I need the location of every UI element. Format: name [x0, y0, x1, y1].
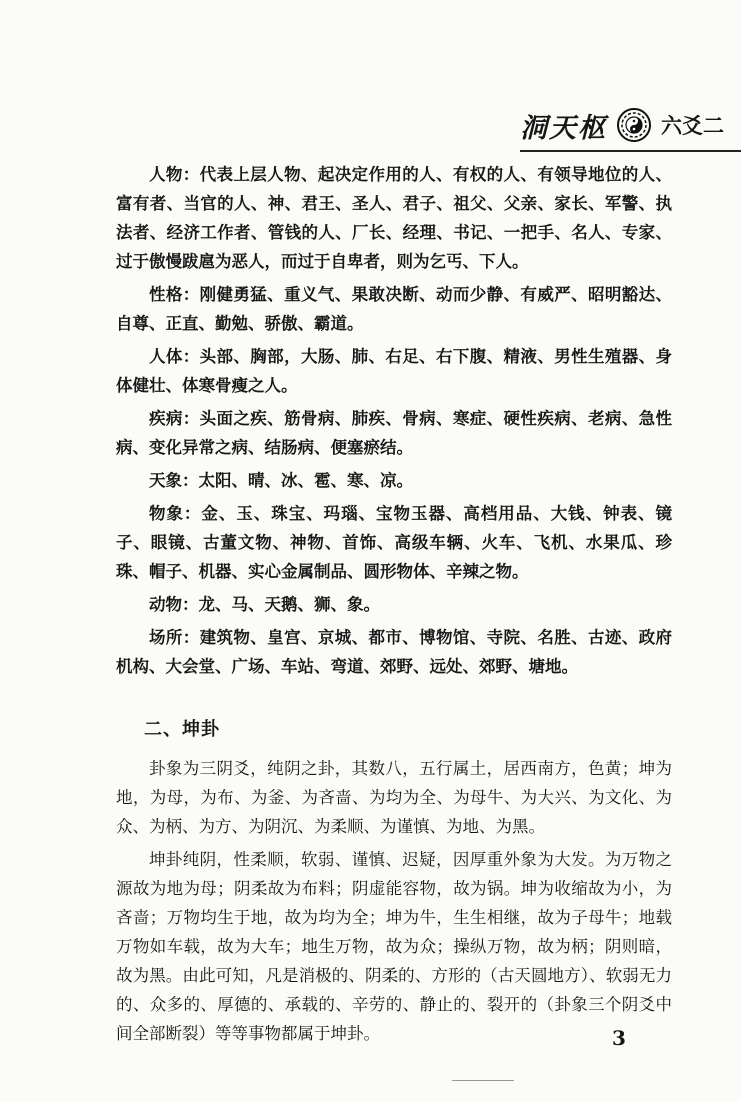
paragraph-disease: 疾病：头面之疾、筋骨病、肺疾、骨病、寒症、硬性疾病、老病、急性病、变化异常之病、结肠病、便塞瘀结。	[116, 409, 672, 457]
paragraph-places: 场所：建筑物、皇宫、京城、都市、博物馆、寺院、名胜、古迹、政府机构、大会堂、广场、车站、弯道、郊野、远处、郊野、塘地。	[116, 628, 672, 676]
kun-trigram-section	[116, 715, 672, 1048]
paragraph-animals: 动物：龙、马、天鹅、狮、象。	[149, 595, 380, 614]
paragraph-character: 性格：刚健勇猛、重义气、果敢决断、动而少静、有威严、昭明豁达、自尊、正直、勤勉、骄傲、霸道。	[116, 285, 672, 333]
paragraph-kun-explanation: 坤卦纯阴，性柔顺，软弱、谨慎、迟疑，因厚重外象为大发。为万物之源故为地为母；阴柔故为布料；阴虚能容物，故为锅。坤为收缩故为小，为吝啬；万物均生于地，故为均为全；坤为牛，生生相继，故为子母牛；地载万物如车载，故为大车；地生万物，故为众；操纵万物，故为柄；阴则暗，故为黑。由此可知，凡是消极的、阴柔的、方形的（古天圆地方）、软弱无力的、众多的、厚德的、承载的、辛劳的、静止的、裂开的（卦象三个阴爻中间全部断裂）等等事物都属于坤卦。	[116, 850, 672, 1043]
paragraph-body: 人体：头部、胸部，大肠、肺、右足、右下腹、精液、男性生殖器、身体健壮、体寒骨瘦之人。	[116, 347, 672, 395]
scan-mark	[452, 1080, 514, 1081]
qian-trigram-section	[116, 160, 672, 681]
header-divider	[520, 150, 741, 152]
paragraph-kun-image: 卦象为三阴爻，纯阴之卦，其数八，五行属土，居西南方，色黄；坤为地，为母，为布、为釜、为吝啬、为均为全、为母牛、为大兴、为文化、为众、为柄、为方、为阴沉、为柔顺、为谨慎、为地、为黑。	[116, 759, 672, 836]
paragraph-weather: 天象：太阳、晴、冰、雹、寒、凉。	[149, 471, 413, 490]
book-title: 洞天枢	[520, 112, 607, 144]
page-body	[116, 160, 672, 1052]
bagua-yin-yang-icon	[617, 108, 651, 142]
paragraph-objects: 物象：金、玉、珠宝、玛瑙、宝物玉器、高档用品、大钱、钟表、镜子、眼镜、古董文物、神物、首饰、高级车辆、火车、飞机、水果瓜、珍珠、帽子、机器、实心金属制品、圆形物体、辛辣之物。	[116, 504, 672, 581]
paragraph-people: 人物：代表上层人物、起决定作用的人、有权的人、有领导地位的人、富有者、当官的人、神、君王、圣人、君子、祖父、父亲、家长、军警、执法者、经济工作者、管钱的人、厂长、经理、书记、一把手、名人、专家、过于傲慢跋扈为恶人，而过于自卑者，则为乞丐、下人。	[116, 165, 672, 271]
section-heading: 二、坤卦	[144, 719, 220, 740]
page-number: 3	[612, 1026, 626, 1050]
running-header	[520, 100, 741, 150]
chapter-label: 六爻二	[661, 113, 724, 138]
